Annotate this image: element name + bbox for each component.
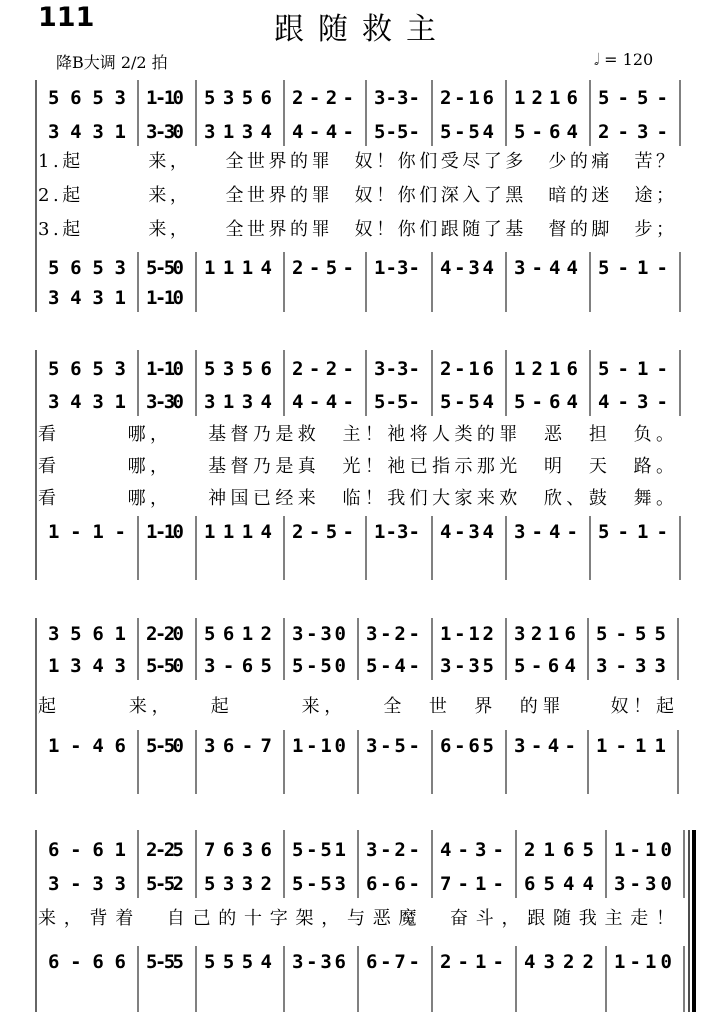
note-group: 1 - 1 0 (146, 287, 184, 309)
note-group: 3 - 5 - (366, 735, 420, 757)
note-group: 1 - 1 0 (292, 735, 346, 757)
note-group: 5 - 5 5 (596, 623, 666, 645)
note-group: 3 - 6 5 (204, 655, 272, 677)
note-group: 5 - 5 - (374, 391, 420, 413)
measure (614, 830, 694, 1012)
note-group: 5 - 1 - (598, 358, 668, 380)
note-group: 2 - 2 - (292, 358, 354, 380)
lyric-line: 看 哪， 基督乃是救 主！祂将人类的罪 恶 担 负。 (38, 424, 675, 445)
note-group: 5 - 5 4 (440, 391, 494, 413)
note-group: 3 - 3 3 (48, 873, 126, 895)
note-group: 5 - 5 4 (440, 121, 494, 143)
note-group: 4 3 2 2 (524, 951, 594, 973)
note-group: 3 - 4 - (514, 735, 576, 757)
note-group: 1 1 1 4 (204, 521, 272, 543)
lyric-line: 来，背着 自己的十字架，与恶魔 奋斗，跟随我主走！ (38, 908, 674, 929)
note-group: 3 - 4 4 (514, 257, 578, 279)
score-system (36, 830, 694, 1012)
note-group: 3 - 2 - (366, 623, 420, 645)
note-group: 1 2 1 6 (514, 87, 578, 109)
note-group: 3 - 2 - (366, 839, 420, 861)
lyric-line: 2.起 来， 全世界的罪 奴！你们深入了黑 暗的迷 途； (38, 185, 674, 206)
note-group: 2 - 1 6 (440, 87, 494, 109)
note-group: 5 - 1 - (598, 521, 668, 543)
note-group: 6 - 6 1 (48, 839, 126, 861)
note-group: 3 - 3 0 (146, 391, 184, 413)
lyric-line: 看 哪， 基督乃是真 光！祂已指示那光 明 天 路。 (38, 456, 675, 477)
note-group: 5 - 5 0 (292, 655, 346, 677)
note-group: 1 - 1 0 (146, 358, 184, 380)
note-group: 3 - 3 5 (440, 655, 494, 677)
note-group: 5 - 5 - (598, 87, 668, 109)
note-group: 1 - 1 1 (596, 735, 666, 757)
note-group: 4 - 3 4 (440, 257, 494, 279)
note-group: 1 2 1 6 (514, 358, 578, 380)
note-group: 5 3 5 6 (204, 358, 272, 380)
note-group: 3 1 3 4 (204, 391, 272, 413)
note-group: 3 - 3 - (374, 87, 420, 109)
note-group: 5 6 5 3 (48, 257, 126, 279)
note-group: 6 - 6 5 (440, 735, 494, 757)
note-group: 1 - 1 0 (614, 951, 672, 973)
note-group: 3 1 3 4 (204, 121, 272, 143)
note-group: 6 - 6 - (366, 873, 420, 895)
note-group: 5 - 5 0 (146, 655, 184, 677)
note-group: 3 - 3 - (374, 358, 420, 380)
lyric-line: 3.起 来， 全世界的罪 奴！你们跟随了基 督的脚 步； (38, 219, 674, 240)
note-group: 1 - 3 - (374, 257, 420, 279)
note-group: 4 - 3 - (440, 839, 504, 861)
note-group: 5 - 5 0 (146, 735, 184, 757)
note-group: 2 - 2 0 (146, 623, 184, 645)
note-group: 5 - 6 4 (514, 391, 578, 413)
note-group: 5 - 5 3 (292, 873, 346, 895)
note-group: 7 - 1 - (440, 873, 504, 895)
note-group: 3 - 3 0 (292, 623, 346, 645)
note-group: 3 4 3 1 (48, 391, 126, 413)
note-group: 1 - 1 0 (146, 87, 184, 109)
note-group: 6 - 7 - (366, 951, 420, 973)
note-group: 3 - 3 6 (292, 951, 346, 973)
note-group: 5 - 1 - (598, 257, 668, 279)
score-system (36, 350, 680, 580)
note-group: 5 6 5 3 (48, 87, 126, 109)
note-group: 4 - 4 - (292, 121, 354, 143)
note-group: 3 4 3 1 (48, 287, 126, 309)
note-group: 5 - 5 0 (146, 257, 184, 279)
note-group: 5 6 1 2 (204, 623, 272, 645)
note-group: 1 - 1 2 (440, 623, 494, 645)
note-group: 3 5 6 1 (48, 623, 126, 645)
note-group: 4 - 3 - (598, 391, 668, 413)
page-title: 跟随救主 (274, 12, 450, 47)
note-group: 5 - 5 5 (146, 951, 184, 973)
note-group: 7 6 3 6 (204, 839, 272, 861)
note-group: 1 - 3 - (374, 521, 420, 543)
note-group: 5 - 6 4 (514, 655, 576, 677)
lyric-line: 起 来， 起 来， 全 世 界 的罪 奴！起 (38, 696, 674, 717)
note-group: 5 3 3 2 (204, 873, 272, 895)
note-group: 1 3 4 3 (48, 655, 126, 677)
note-group: 1 1 1 4 (204, 257, 272, 279)
note-group: 2 - 3 - (598, 121, 668, 143)
note-group: 1 - 1 0 (614, 839, 672, 861)
note-group: 2 - 1 6 (440, 358, 494, 380)
note-group: 3 2 1 6 (514, 623, 576, 645)
note-group: 3 - 4 - (514, 521, 578, 543)
note-group: 2 - 5 - (292, 257, 354, 279)
note-group: 5 - 5 2 (146, 873, 184, 895)
note-group: 6 5 4 4 (524, 873, 594, 895)
note-group: 2 1 6 5 (524, 839, 594, 861)
note-group: 2 - 2 - (292, 87, 354, 109)
tempo-marking: 𝅗𝅥 = 120 (594, 50, 654, 69)
note-group: 5 - 4 - (366, 655, 420, 677)
note-group: 3 - 3 3 (596, 655, 666, 677)
note-group: 5 - 5 - (374, 121, 420, 143)
note-group: 5 - 5 1 (292, 839, 346, 861)
note-group: 5 5 5 4 (204, 951, 272, 973)
note-group: 3 6 - 7 (204, 735, 272, 757)
score-system (36, 80, 680, 312)
note-group: 4 - 3 4 (440, 521, 494, 543)
note-group: 4 - 4 - (292, 391, 354, 413)
note-group: 2 - 1 - (440, 951, 504, 973)
lyric-line: 看 哪， 神国已经来 临！我们大家来欢 欣、鼓 舞。 (38, 488, 675, 509)
lyric-line: 1.起 来， 全世界的罪 奴！你们受尽了多 少的痛 苦？ (38, 151, 674, 172)
note-group: 1 - 1 0 (146, 521, 184, 543)
note-group: 1 - 4 6 (48, 735, 126, 757)
note-group: 2 - 2 5 (146, 839, 184, 861)
note-group: 5 - 6 4 (514, 121, 578, 143)
note-group: 3 - 3 0 (614, 873, 672, 895)
note-group: 2 - 5 - (292, 521, 354, 543)
note-group: 6 - 6 6 (48, 951, 126, 973)
score-system (36, 618, 678, 794)
note-group: 3 4 3 1 (48, 121, 126, 143)
note-group: 5 6 5 3 (48, 358, 126, 380)
key-and-time-signature: 降B大调 2/2 拍 (56, 53, 168, 72)
note-group: 5 3 5 6 (204, 87, 272, 109)
note-group: 1 - 1 - (48, 521, 126, 543)
note-group: 3 - 3 0 (146, 121, 184, 143)
hymn-number: 111 (38, 2, 95, 33)
